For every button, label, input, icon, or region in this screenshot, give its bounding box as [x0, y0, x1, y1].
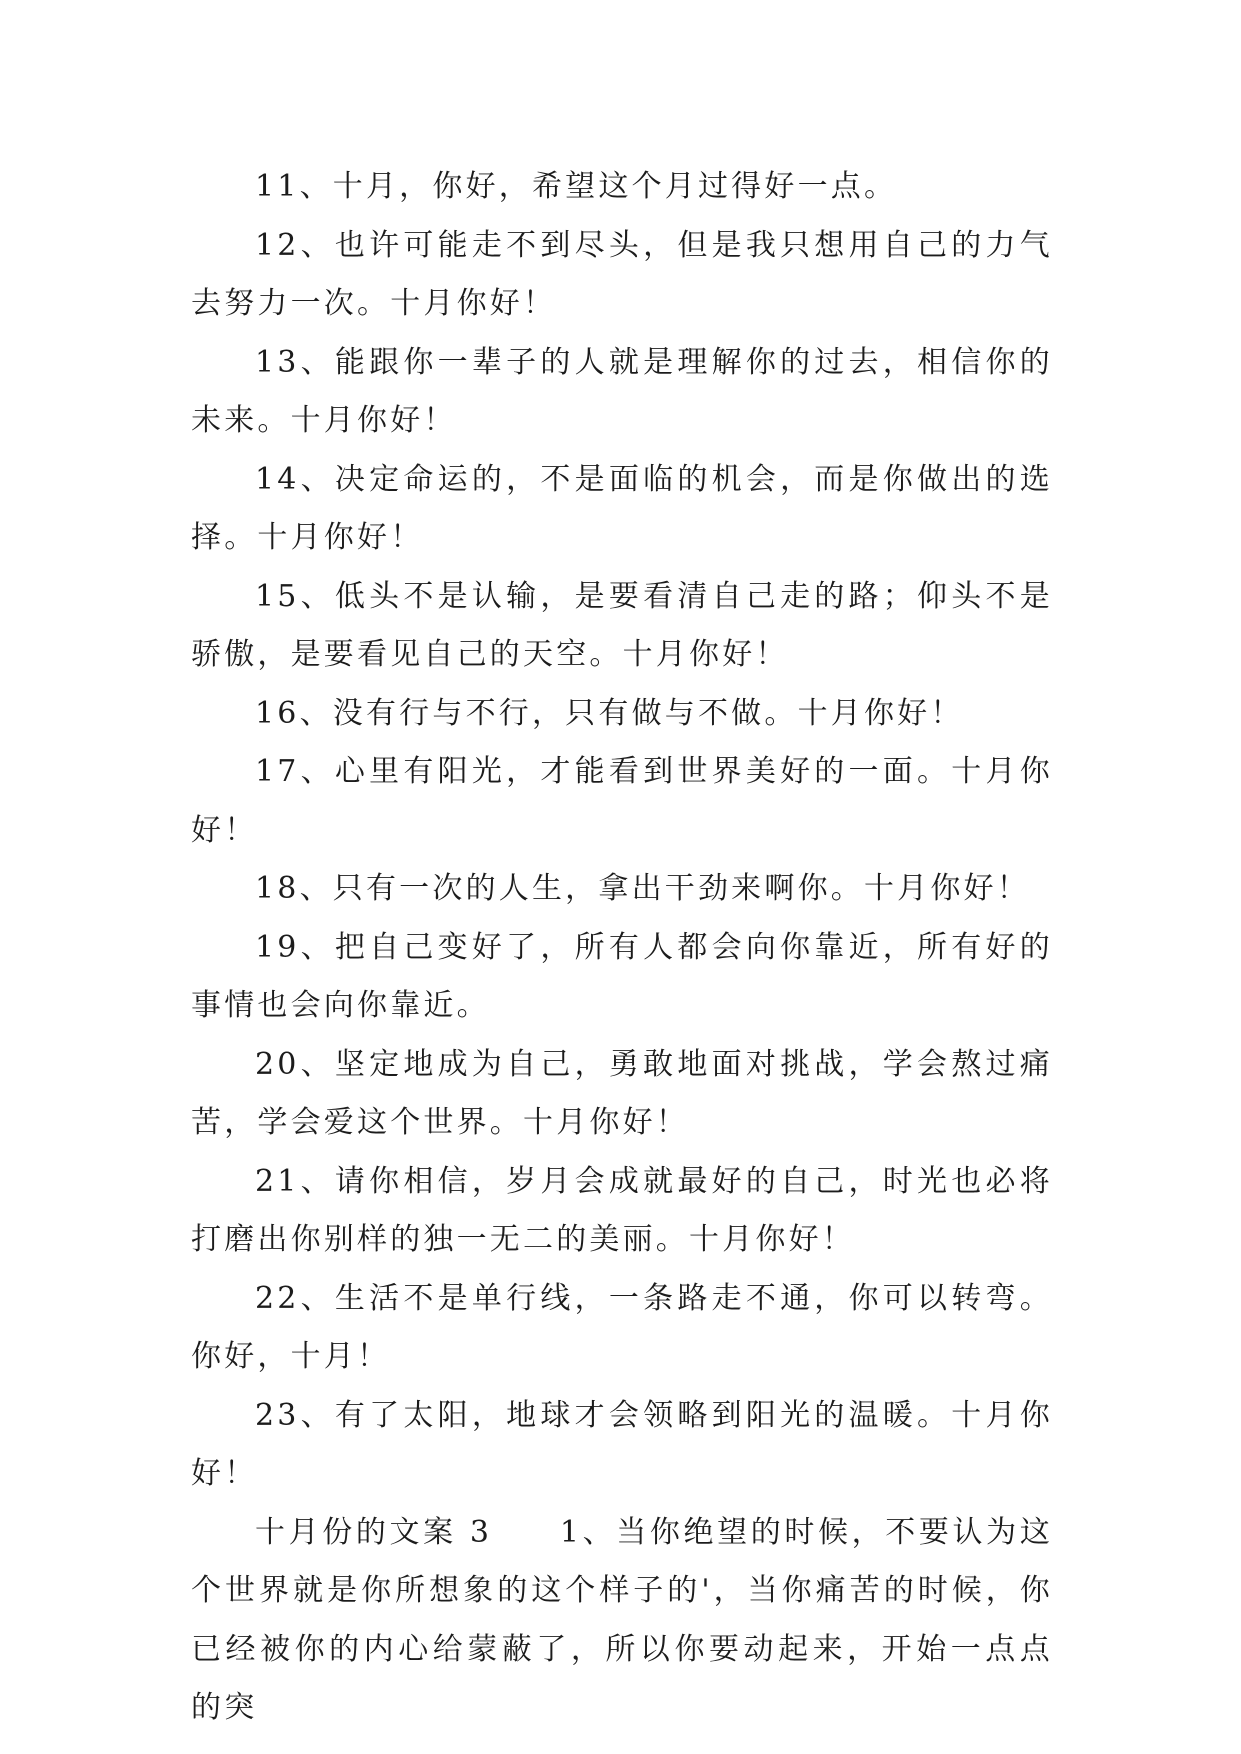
paragraph-14: 14、决定命运的，不是面临的机会，而是你做出的选择。十月你好！ [191, 461, 1053, 555]
paragraph-16: 16、没有行与不行，只有做与不做。十月你好！ [255, 695, 964, 731]
paragraph-15: 15、低头不是认输，是要看清自己走的路；仰头不是骄傲，是要看见自己的天空。十月你好！ [191, 578, 1053, 672]
section-3-paragraph: 十月份的文案 3 1、当你绝望的时候，不要认为这个世界就是你所想象的这个样子的'，当你痛苦的时候，你已经被你的内心给蒙蔽了，所以你要动起来，开始一点点的突 [191, 1514, 1053, 1725]
paragraph-22: 22、生活不是单行线，一条路走不通，你可以转弯。你好，十月！ [191, 1280, 1053, 1374]
paragraph-11: 11、十月，你好，希望这个月过得好一点。 [255, 169, 898, 204]
document-page [191, 158, 1053, 1738]
paragraph-12: 12、也许可能走不到尽头，但是我只想用自己的力气去努力一次。十月你好！ [191, 227, 1053, 321]
paragraph-23: 23、有了太阳，地球才会领略到阳光的温暖。十月你好！ [191, 1397, 1053, 1491]
paragraph-17: 17、心里有阳光，才能看到世界美好的一面。十月你好！ [191, 754, 1053, 848]
paragraph-20: 20、坚定地成为自己，勇敢地面对挑战，学会熬过痛苦，学会爱这个世界。十月你好！ [191, 1046, 1053, 1140]
paragraph-13: 13、能跟你一辈子的人就是理解你的过去，相信你的未来。十月你好！ [191, 344, 1053, 438]
paragraph-21: 21、请你相信，岁月会成就最好的自己，时光也必将打磨出你别样的独一无二的美丽。十月你好！ [191, 1163, 1053, 1257]
paragraph-18: 18、只有一次的人生，拿出干劲来啊你。十月你好！ [255, 871, 1030, 906]
paragraph-19: 19、把自己变好了，所有人都会向你靠近，所有好的事情也会向你靠近。 [191, 929, 1053, 1023]
